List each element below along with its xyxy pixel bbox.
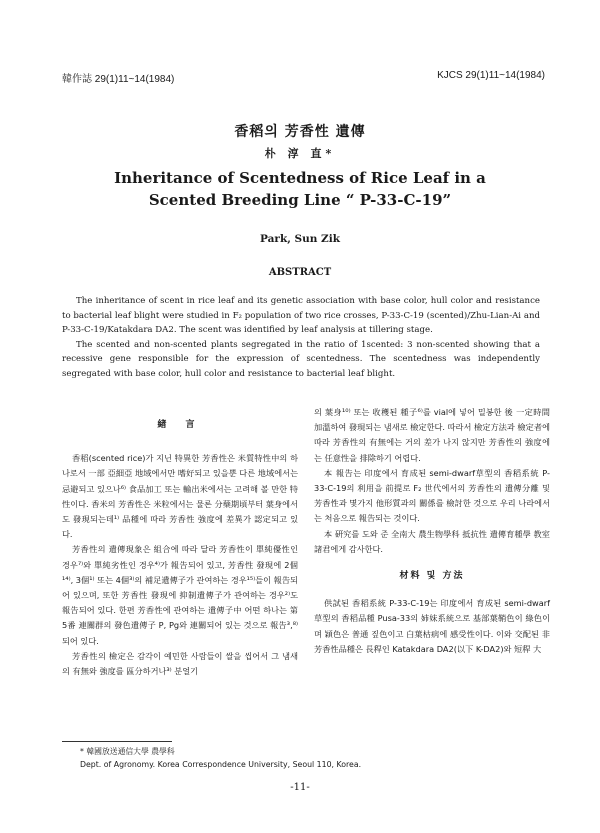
acknowledgement-paragraph: 本 硏究를 도와 준 全南大 農生物學科 抵抗性 遺傳育種學 教室 諸君에게 감사한다. xyxy=(314,528,550,554)
journal-header-korean: 韓作誌 29(1)11~14(1984) xyxy=(62,74,175,85)
footnote-affiliation-english: Dept. of Agronomy. Korea Correspondence University, Seoul 110, Korea. xyxy=(80,760,362,769)
abstract-paragraph-2: The scented and non-scented plants segregated in the ratio of 1scented: 3 non-scented showing that a recessive gene responsible for the expression of scentedness. The scentedness was independently segregated with base color, hull color and resistance to bacterial leaf blight. xyxy=(62,339,540,379)
intro-paragraph-4: 本 報告는 印度에서 育成된 semi-dwarf草型의 香稻系統 P-33-C-19의 利用을 前提로 F₂ 世代에서의 芳香性의 遺傳分離 및 芳香性과 몇가지 他形質과의 關係를 檢討한 것으로 우리 나라에서는 처음으로 報告되는 것이다. xyxy=(314,467,550,524)
introduction-heading: 緖 言 xyxy=(157,420,203,430)
right-column xyxy=(314,405,550,657)
left-column xyxy=(62,418,298,679)
author-english: Park, Sun Zik xyxy=(260,233,340,245)
abstract-paragraph-1: The inheritance of scent in rice leaf and its genetic association with base color, hull color and resistance to bacterial leaf blight were studied in F₂ population of two rice crosses, P-33-C-19 (scented)/Zhu-Lian-Ai and P-33-C-19/Katakdara DA2. The scent was identified by leaf analysis at tillering stage. xyxy=(62,296,540,336)
methods-paragraph-1: 供試된 香稻系統 P-33-C-19는 印度에서 育成된 semi-dwarf 草型의 香稻品種 Pusa-33의 姉妹系統으로 基部葉鞘色이 綠色이며 穎色은 普通 짚色이고 白葉枯病에 感受性이다. 이와 交配된 非芳香性品種은 長稈인 Katakdara DA2(以下 K-DA2)와 短稈 大 xyxy=(314,598,550,654)
methods-heading: 材料 및 方法 xyxy=(399,571,465,582)
footnote-affiliation-korean: * 韓國放送通信大學 農學科 xyxy=(80,747,175,756)
intro-paragraph-1: 香稻(scented rice)가 지닌 特異한 芳香性은 米質特性中의 하나로서 一部 亞細亞 地域에서만 嗜好되고 있을뿐 다른 地域에서는 忌避되고 있으나⁶⁾ 食品加工 또는 輸出米에서는 고려해 볼 만한 特性이다. 香米의 芳香性은 米粒에서는 물론 分蘖期頃부터 葉身에서도 發現되는데¹⁾ 品種에 따라 芳香性 強度에 差異가 認定되고 있다. xyxy=(62,453,298,540)
intro-paragraph-3: 芳香性의 檢定은 감각이 예민한 사람들이 쌀을 씹어서 그 냄새의 有無와 強度를 區分하거나³⁾ 분얼기 xyxy=(62,650,298,677)
page-number: -11- xyxy=(290,782,310,793)
title-english xyxy=(0,167,600,211)
footnote-rule xyxy=(62,741,172,742)
author-korean: 朴 淳 直* xyxy=(264,147,336,160)
journal-header-english: KJCS 29(1)11~14(1984) xyxy=(437,70,545,81)
title-korean: 香稻의 芳香性 遺傳 xyxy=(234,124,366,140)
intro-paragraph-continued: 의 葉身¹⁰⁾ 또는 收穫된 種子⁶⁾를 vial에 넣어 밀봉한 後 一定時間 加溫하여 發現되는 냄새로 檢定한다. 따라서 檢定方法과 檢定者에 따라 芳香性의 有無에는 거의 差가 나지 않지만 芳香性의 強度에는 任意性을 排除하기 어렵다. xyxy=(314,407,550,463)
intro-paragraph-2: 芳香性의 遺傳現象은 組合에 따라 달라 芳香性이 單純優性인 경우⁷⁾와 單純劣性인 경우⁴⁾가 報告되어 있고, 芳香性 發現에 2個¹⁴⁾, 3個¹⁾ 또는 4個³⁾의 補足遺傳子가 관여하는 경우¹⁵⁾들이 報告되어 있으며, 또한 芳香性 發現에 抑制遺傳子가 관여하는 경우²⁾도 報告되어 있다. 한편 芳香性에 관여하는 遺傳子中 어떤 하나는 第5番 連關群의 發色遺傳子 P, Pg와 連關되어 있는 것으로 報告³,⁸⁾되어 있다. xyxy=(62,544,298,646)
abstract-heading: ABSTRACT xyxy=(268,267,332,278)
abstract-body xyxy=(62,294,540,382)
title-english-line1: Inheritance of Scentedness of Rice Leaf in a xyxy=(114,169,486,187)
title-english-line2: Scented Breeding Line “ P-33-C-19” xyxy=(148,191,452,209)
